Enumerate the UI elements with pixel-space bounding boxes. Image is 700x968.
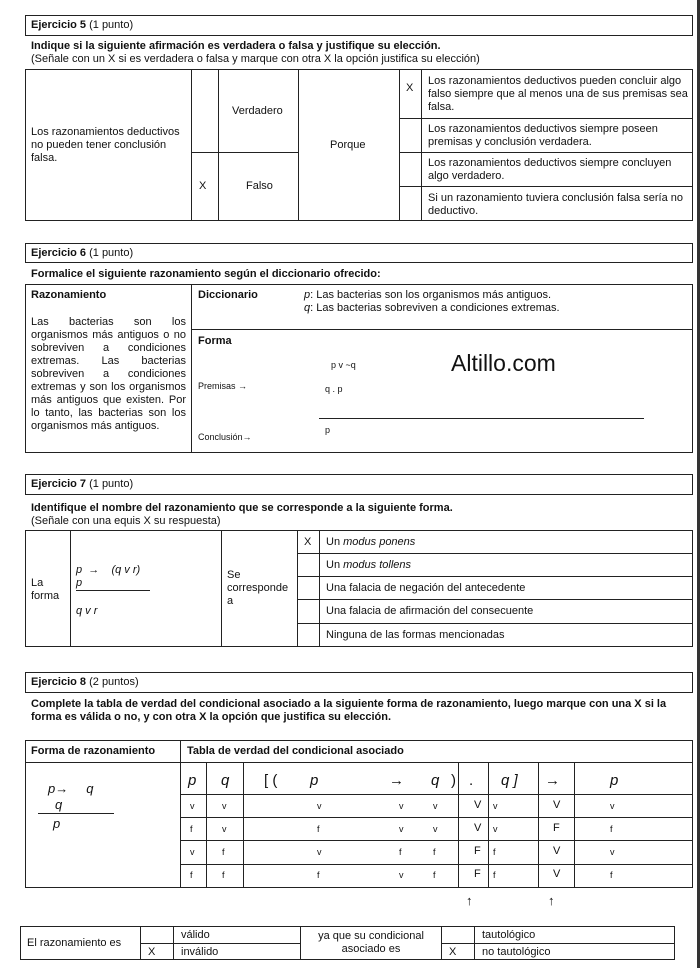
ex8-instruction: Complete la tabla de verdad del condicional asociado a la siguiente forma de razonamiento, luego marque con una X si la forma es válida o no, y con otra X la opción que justifica su elección. — [31, 698, 667, 723]
cell-q2: v — [433, 824, 438, 834]
cell-arrow-1: v — [399, 824, 404, 834]
th-q3: q ] — [501, 772, 518, 789]
cell-p2: v — [317, 847, 322, 857]
ex5-reason-2: Los razonamientos deductivos siempre poseen premisas y conclusión verdadera. — [428, 123, 658, 148]
cell-q3: v — [493, 824, 498, 834]
th-dot: . — [469, 772, 474, 789]
cell-p3: v — [610, 801, 615, 811]
th-q2: q — [431, 772, 440, 789]
ex6-dict-q: q: Las bacterias sobreviven a condiciones extremas. — [304, 302, 560, 314]
ex6-premise-2: q . p — [325, 384, 343, 394]
ex7-note: (Señale con una equis X su respuesta) — [31, 515, 221, 527]
ex8-form-header: Forma de razonamiento — [31, 745, 156, 757]
cell-dot: F — [474, 868, 481, 880]
ex7-premise-1: p → (q v r) — [76, 564, 141, 576]
ex8-invalid: inválido — [181, 946, 219, 958]
ex7-option-4: Una falacia de afirmación del consecuente — [326, 605, 534, 617]
ex8-because: ya que su condicional asociado es — [318, 930, 424, 955]
ex6-reasoning-text: Las bacterias son los organismos más antiguos o no sobreviven a condiciones extremas. Las bacterias sobreviven a condiciones extremas y son los organismos más antiguos que existen. Por lo tanto, las bacterias son los organismos más antiguos. — [31, 316, 186, 432]
ex6-premise-1: p v ~q — [331, 360, 356, 370]
ex5-instruction: Indique si la siguiente afirmación es verdadera o falsa y justifique su elección. — [31, 40, 441, 52]
ex5-reason-3: Los razonamientos deductivos siempre concluyen algo verdadero. — [428, 157, 672, 182]
cell-arrow-2: V — [553, 845, 561, 857]
ex7-conclusion: q v r — [76, 605, 98, 617]
cell-dot: F — [474, 845, 481, 857]
cell-q2: v — [433, 801, 438, 811]
th-p2: p — [310, 772, 319, 789]
ex7-title: Ejercicio 7 (1 punto) — [31, 478, 134, 490]
th-arrow-2: → — [545, 772, 560, 789]
th-open: [ ( — [264, 772, 278, 789]
ex5-reason-1: Los razonamientos deductivos pueden concluir algo falso siempre que al menos una de sus premisas sea falsa. — [428, 75, 688, 113]
ex8-not-taut-mark: X — [449, 946, 457, 958]
cell-dot: V — [474, 799, 482, 811]
ex7-form-label-2: forma — [31, 590, 60, 602]
cell-p3: f — [610, 870, 613, 880]
ex8-form-premise-1: p→ q — [48, 781, 94, 796]
ex7-corresponds: Se corresponde a — [227, 569, 289, 607]
th-p3: p — [610, 772, 619, 789]
cell-p2: v — [317, 801, 322, 811]
cell-arrow-1: f — [399, 847, 402, 857]
cell-q: v — [222, 824, 227, 834]
ex6-premises-label: Premisas → — [198, 381, 248, 391]
cell-p: f — [190, 870, 193, 880]
th-close: ) — [451, 772, 456, 789]
ex6-title: Ejercicio 6 (1 punto) — [31, 247, 134, 259]
ex6-dict-label: Diccionario — [198, 289, 258, 301]
cell-q: f — [222, 870, 225, 880]
up-arrow-icon: ↑ — [466, 893, 473, 908]
up-arrow-icon: ↑ — [548, 893, 555, 908]
ex7-option-mark: X — [304, 536, 312, 548]
ex8-form-premise-2: q — [55, 797, 63, 812]
cell-p3: f — [610, 824, 613, 834]
cell-q2: f — [433, 847, 436, 857]
cell-q2: f — [433, 870, 436, 880]
ex5-false-mark: X — [199, 180, 207, 192]
ex7-option-5: Ninguna de las formas mencionadas — [326, 629, 505, 641]
cell-arrow-2: V — [553, 799, 561, 811]
cell-p: f — [190, 824, 193, 834]
cell-arrow-1: v — [399, 801, 404, 811]
cell-arrow-1: v — [399, 870, 404, 880]
ex5-false-label: Falso — [246, 180, 273, 192]
cell-arrow-2: F — [553, 822, 560, 834]
ex7-instruction: Identifique el nombre del razonamiento que se corresponde a la siguiente forma. — [31, 502, 453, 514]
cell-q3: v — [493, 801, 498, 811]
watermark: Altillo.com — [451, 350, 556, 376]
ex5-true-label: Verdadero — [232, 105, 283, 117]
th-arrow-1: → — [389, 772, 404, 789]
cell-p: v — [190, 847, 195, 857]
ex7-premise-2: p — [76, 577, 83, 589]
ex6-reasoning-label: Razonamiento — [31, 289, 107, 301]
ex7-option-3: Una falacia de negación del antecedente — [326, 582, 526, 594]
ex7-option-2: Un modus tollens — [326, 559, 411, 571]
ex8-not-taut: no tautológico — [482, 946, 551, 958]
cell-q: f — [222, 847, 225, 857]
ex6-form-label: Forma — [198, 335, 232, 347]
ex8-title: Ejercicio 8 (2 puntos) — [31, 676, 139, 688]
cell-q3: f — [493, 870, 496, 880]
ex8-valid: válido — [181, 929, 210, 941]
cell-p: v — [190, 801, 195, 811]
ex5-because: Porque — [330, 139, 366, 151]
ex6-dict-p: p: Las bacterias son los organismos más antiguos. — [304, 289, 552, 301]
ex5-note: (Señale con un X si es verdadera o falsa y marque con otra X la opción justifica su elección) — [31, 53, 480, 65]
ex5-reason-mark: X — [406, 82, 414, 94]
cell-q3: f — [493, 847, 496, 857]
ex8-result-label: El razonamiento es — [27, 937, 122, 949]
th-q: q — [221, 772, 230, 789]
ex6-conclusion: p — [325, 425, 331, 435]
cell-arrow-2: V — [553, 868, 561, 880]
cell-p2: f — [317, 870, 320, 880]
cell-dot: V — [474, 822, 482, 834]
ex7-form-label-1: La — [31, 577, 44, 589]
ex8-form-conclusion: p — [53, 816, 61, 831]
ex5-statement: Los razonamientos deductivos no pueden tener conclusión falsa. — [31, 126, 180, 164]
cell-p2: f — [317, 824, 320, 834]
cell-p3: v — [610, 847, 615, 857]
ex8-table-header: Tabla de verdad del condicional asociado — [187, 745, 404, 757]
ex5-reason-4: Si un razonamiento tuviera conclusión falsa sería no deductivo. — [428, 192, 683, 217]
ex6-instruction: Formalice el siguiente razonamiento según el diccionario ofrecido: — [31, 268, 381, 280]
ex8-taut: tautológico — [482, 929, 536, 941]
ex6-conclusion-label: Conclusión→ — [198, 432, 252, 442]
ex7-option-1: Un modus ponens — [326, 536, 416, 548]
cell-q: v — [222, 801, 227, 811]
ex8-invalid-mark: X — [148, 946, 156, 958]
th-p: p — [188, 772, 197, 789]
ex5-title: Ejercicio 5 (1 punto) — [31, 19, 134, 31]
